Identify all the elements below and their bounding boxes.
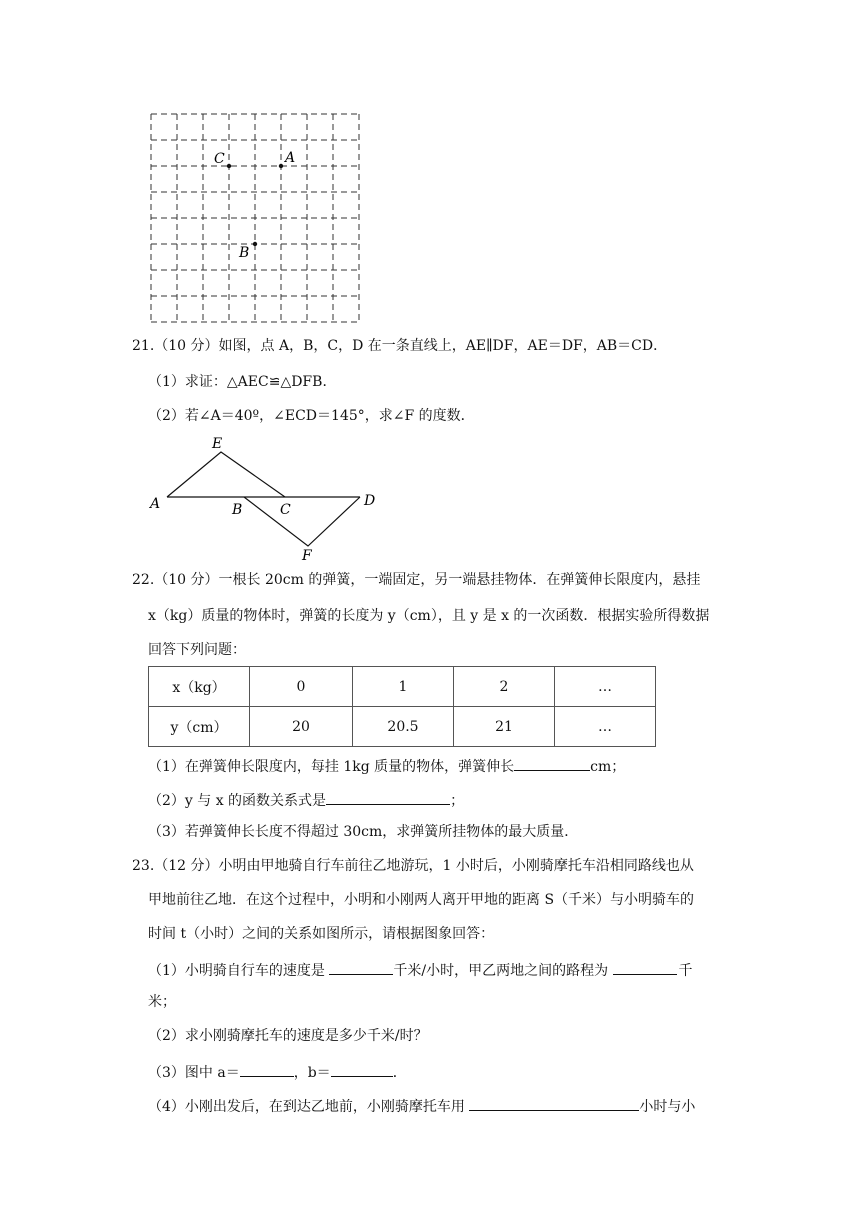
q21-stem: 21.（10 分）如图，点 A，B，C，D 在一条直线上，AE∥DF，AE＝DF，AB＝CD．: [132, 338, 668, 354]
table-row: [149, 707, 656, 747]
table-cell: …: [555, 707, 656, 747]
table-cell: 1: [353, 667, 454, 707]
q23-part3-text: （3）图中 a＝: [148, 1065, 240, 1081]
q23-part2: （2）求小刚骑摩托车的速度是多少千米/时？: [148, 1028, 428, 1044]
table-cell: 0: [250, 667, 353, 707]
q21-part2: （2）若∠A＝40º，∠ECD＝145°，求∠F 的度数．: [148, 408, 475, 424]
table-cell: y（cm）: [149, 707, 250, 747]
q22-part1-unit: cm；: [590, 759, 626, 775]
label-a2: A: [150, 496, 161, 512]
label-d: D: [364, 493, 376, 509]
q22-line1: 22.（10 分）一根长 20cm 的弹簧，一端固定，另一端悬挂物体．在弹簧伸长限度内，悬挂: [132, 572, 701, 588]
table-cell: x（kg）: [149, 667, 250, 707]
label-c: C: [214, 151, 225, 167]
answer-blank[interactable]: [514, 754, 590, 771]
q23-part1: [148, 958, 693, 981]
q23-part1-mid: 千米/小时，甲乙两地之间的路程为: [393, 963, 609, 979]
triangle-figure: [140, 430, 390, 565]
q21-part1: （1）求证：△AEC≌△DFB．: [148, 374, 337, 390]
q23-part3: [148, 1060, 407, 1083]
q23-part4-end: 小时与小: [639, 1099, 696, 1115]
table-cell: 20.5: [353, 707, 454, 747]
label-c2: C: [280, 502, 291, 518]
triangle-aec: [167, 452, 285, 497]
answer-blank[interactable]: [331, 1060, 393, 1077]
q23-line1: 23.（12 分）小明由甲地骑自行车前往乙地游玩，1 小时后，小刚骑摩托车沿相同路线也从: [132, 858, 694, 874]
q22-line2: x（kg）质量的物体时，弹簧的长度为 y（cm），且 y 是 x 的一次函数．根据实验所得数据: [148, 608, 710, 624]
point-c: [227, 164, 231, 168]
q23-line3: 时间 t（小时）之间的关系如图所示，请根据图象回答：: [148, 926, 495, 942]
q23-part3-mid: ，b＝: [293, 1065, 331, 1081]
q23-line2: 甲地前往乙地．在这个过程中，小明和小刚两人离开甲地的距离 S（千米）与小明骑车的: [148, 892, 695, 908]
q23-part4: [148, 1094, 695, 1117]
q23-part4-text: （4）小刚出发后，在到达乙地前，小刚骑摩托车用: [148, 1099, 465, 1115]
q22-part2-text: （2）y 与 x 的函数关系式是: [148, 793, 327, 809]
label-a: A: [285, 150, 296, 166]
table-cell: …: [555, 667, 656, 707]
q22-part2: [148, 788, 464, 811]
answer-blank[interactable]: [326, 788, 450, 805]
label-b: B: [239, 245, 250, 261]
label-f: F: [302, 548, 312, 564]
triangle-dfb: [244, 497, 360, 546]
q23-part1-text: （1）小明骑自行车的速度是: [148, 963, 325, 979]
table-row: [149, 667, 656, 707]
q22-part2-end: ；: [450, 793, 465, 809]
q22-part1-text: （1）在弹簧伸长限度内，每挂 1kg 质量的物体，弹簧伸长: [148, 759, 515, 775]
q22-line3: 回答下列问题：: [148, 642, 246, 658]
point-b: [253, 242, 257, 246]
label-b2: B: [232, 502, 243, 518]
grid-figure: [140, 104, 370, 326]
answer-blank[interactable]: [329, 958, 393, 975]
answer-blank[interactable]: [613, 958, 677, 975]
q22-part3: （3）若弹簧伸长长度不得超过 30cm，求弹簧所挂物体的最大质量．: [148, 824, 579, 840]
answer-blank[interactable]: [469, 1094, 639, 1111]
q22-part1: [148, 754, 625, 777]
q23-part1-cont: 米；: [148, 994, 176, 1010]
answer-blank[interactable]: [240, 1060, 294, 1077]
label-e: E: [212, 436, 223, 452]
spring-data-table: [148, 666, 656, 747]
table-cell: 21: [454, 707, 555, 747]
point-a: [279, 164, 283, 168]
q23-part3-end: ．: [392, 1065, 407, 1081]
table-cell: 20: [250, 707, 353, 747]
q23-part1-end: 千: [678, 963, 693, 979]
table-cell: 2: [454, 667, 555, 707]
